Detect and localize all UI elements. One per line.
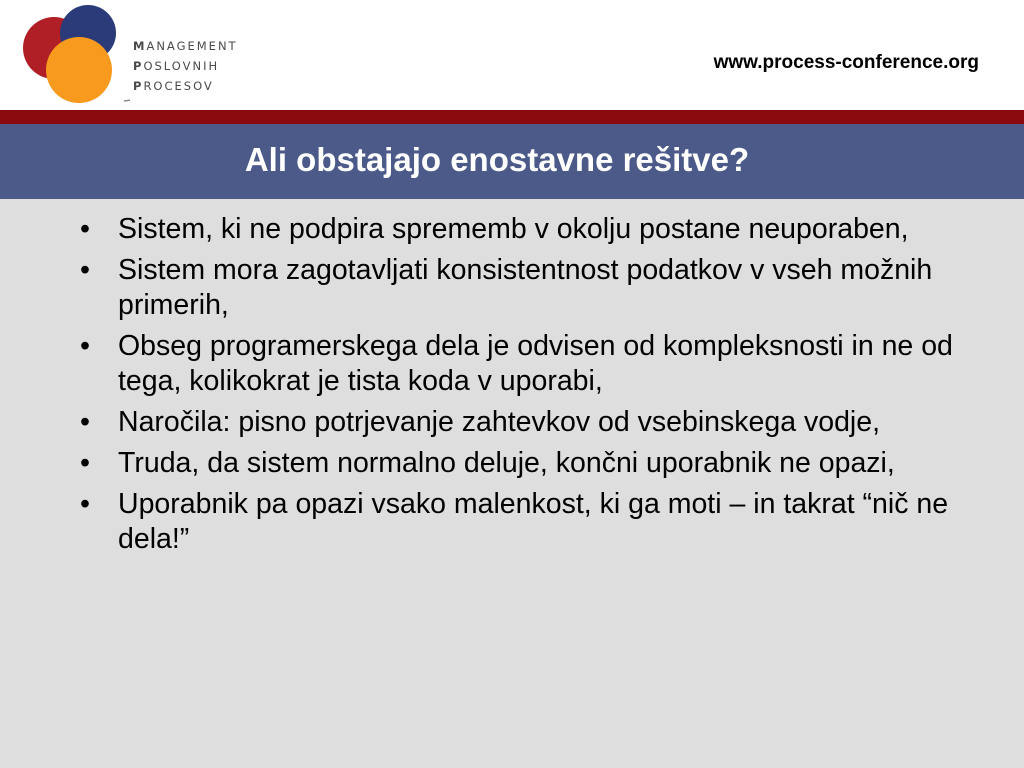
- logo-line-1: MANAGEMENT: [133, 39, 238, 53]
- logo-circles-icon: [0, 0, 130, 110]
- bullet-item: [78, 329, 1008, 399]
- logo-line-2: POSLOVNIH: [133, 59, 220, 73]
- bullet-item: [78, 446, 1008, 481]
- bullet-text: Sistem mora zagotavljati konsistentnost podatkov v vseh možnih primerih,: [118, 254, 933, 321]
- bullet-text: Uporabnik pa opazi vsako malenkost, ki ga moti – in takrat “nič ne dela!”: [118, 488, 949, 555]
- bullet-text: Naročila: pisno potrjevanje zahtevkov od vsebinskega vodje,: [118, 406, 881, 438]
- bullet-item: [78, 253, 1008, 323]
- bullet-text: Sistem, ki ne podpira sprememb v okolju postane neuporaben,: [118, 213, 909, 245]
- title-bar: [0, 124, 1024, 199]
- header: [0, 0, 1024, 110]
- bullet-text: Truda, da sistem normalno deluje, končni uporabnik ne opazi,: [118, 447, 895, 479]
- conference-url[interactable]: www.process-conference.org: [713, 52, 979, 73]
- bullet-mark: •: [80, 213, 90, 245]
- slide-title: Ali obstajajo enostavne rešitve?: [244, 141, 750, 178]
- bullet-item: [78, 405, 1008, 440]
- slide-content: [0, 199, 1024, 768]
- bullet-list: [78, 212, 1008, 563]
- accent-bar: [0, 110, 1024, 124]
- bullet-text: Obseg programerskega dela je odvisen od kompleksnosti in ne od tega, kolikokrat je tista koda v uporabi,: [118, 330, 953, 397]
- bullet-mark: •: [80, 330, 90, 362]
- bullet-item: [78, 487, 1008, 557]
- logo-line-3: PROCESOV: [133, 79, 214, 93]
- bullet-item: [78, 212, 1008, 247]
- bullet-mark: •: [80, 447, 90, 479]
- logo-wordmark: [133, 36, 238, 96]
- conference-logo: [0, 0, 270, 110]
- bullet-mark: •: [80, 406, 90, 438]
- bullet-mark: •: [80, 254, 90, 286]
- bullet-mark: •: [80, 488, 90, 520]
